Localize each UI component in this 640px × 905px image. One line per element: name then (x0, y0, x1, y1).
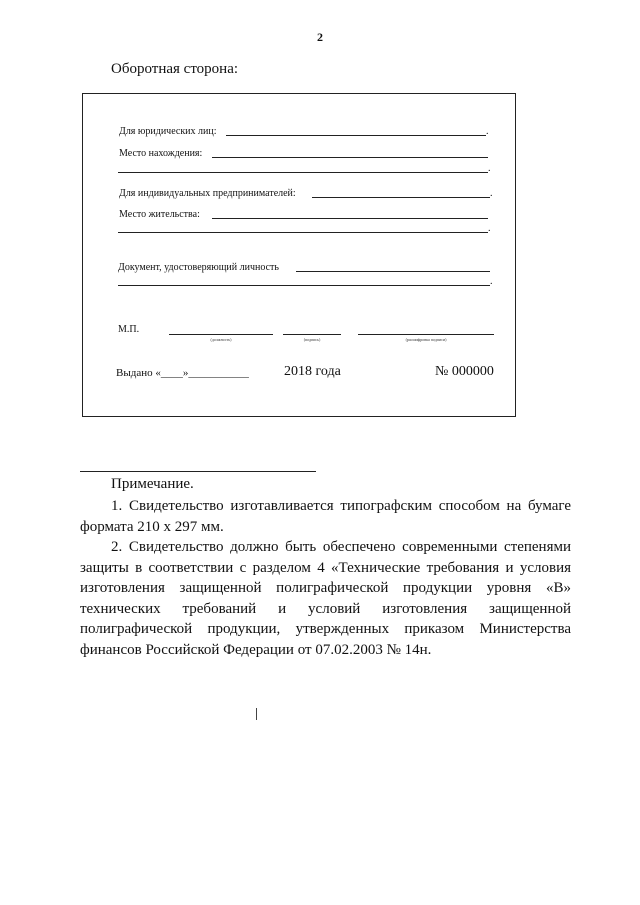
identity-document-rule-1 (296, 271, 490, 272)
residence-label: Место жительства: (119, 209, 200, 220)
individual-entrepreneurs-label: Для индивидуальных предпринимателей: (119, 188, 296, 199)
identity-document-dot: . (490, 276, 493, 287)
stray-scan-mark (256, 708, 257, 720)
certificate-number: № 000000 (435, 364, 494, 379)
residence-dot: . (488, 223, 491, 234)
stamp-label: М.П. (118, 324, 140, 335)
note-title: Примечание. (111, 476, 194, 492)
signature-caption: (подпись) (303, 337, 321, 342)
page-number: 2 (317, 30, 323, 44)
location-rule-1 (212, 157, 488, 158)
position-signature-line (169, 334, 273, 335)
location-label: Место нахождения: (119, 148, 203, 159)
residence-rule-1 (212, 218, 488, 219)
signature-line (283, 334, 341, 335)
individual-entrepreneurs-dot: . (490, 188, 493, 199)
legal-entities-label: Для юридических лиц: (119, 126, 217, 137)
legal-entities-dot: . (486, 126, 489, 137)
position-caption: (должность) (210, 337, 232, 342)
footnote-separator (80, 471, 316, 472)
note-item-1: 1. Свидетельство изготавливается типографским способом на бумаге формата 210 x 297 мм. (80, 498, 571, 535)
issued-date-label: Выдано «____»___________ (116, 367, 249, 379)
decoding-signature-line (358, 334, 494, 335)
individual-entrepreneurs-rule (312, 197, 490, 198)
identity-document-label: Документ, удостоверяющий личность (118, 262, 279, 273)
location-dot: . (488, 163, 491, 174)
reverse-side-heading: Оборотная сторона: (111, 61, 239, 77)
issued-year: 2018 года (284, 364, 341, 379)
residence-rule-2 (118, 232, 488, 233)
identity-document-rule-2 (118, 285, 490, 286)
decoding-caption: (расшифровка подписи) (405, 337, 447, 342)
location-rule-2 (118, 172, 488, 173)
legal-entities-rule (226, 135, 486, 136)
note-item-2: 2. Свидетельство должно быть обеспечено современными степенями защиты в соответствии с разделом 4 «Технические требования и условия изготовления защищенной полиграфической продукции уровня «В» технических требований и условий изготовления защищенной полиграфической продукции, утвержденных приказом Министерства финансов Российской Федерации от 07.02.2003 № 14н. (80, 539, 571, 658)
